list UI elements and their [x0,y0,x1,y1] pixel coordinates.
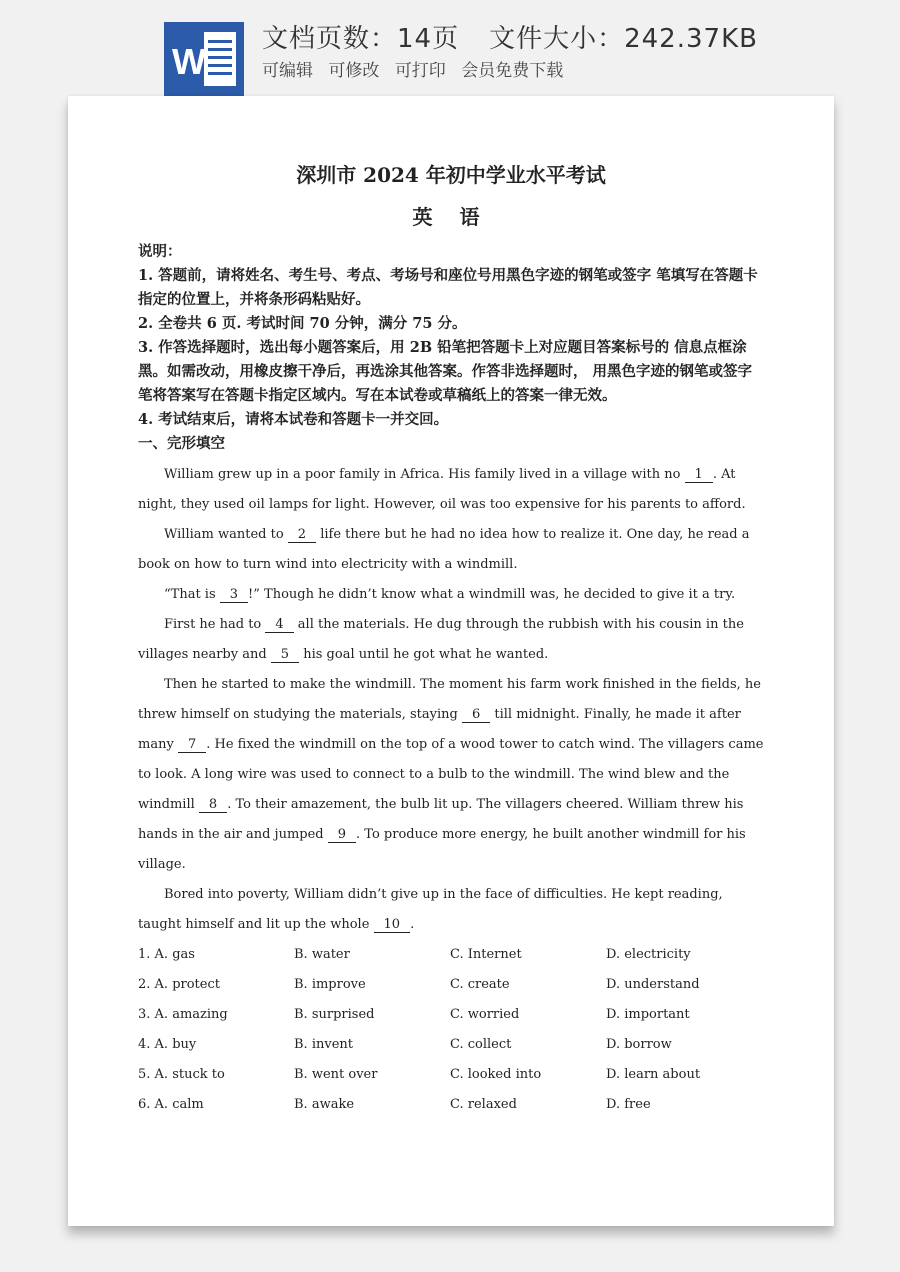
passage-text: life there but he had no idea how to realize it. One day, he read a book on how to turn wind into electricity with a windmill. [138,527,750,572]
passage-paragraph [138,580,764,610]
blank-2: 2 [288,527,316,543]
option-4-D: D. borrow [606,1037,672,1052]
option-1-C: C. Internet [450,947,522,962]
instruction-item: 4. 考试结束后，请将本试卷和答题卡一并交回。 [138,411,449,428]
feature-member-download: 会员免费下载 [461,61,564,81]
blank-3: 3 [220,587,248,603]
option-2-B: B. improve [294,977,366,992]
svg-text:W: W [172,41,206,82]
instruction-item: 3. 作答选择题时，选出每小题答案后，用 2B 铅笔把答题卡上对应题目答案标号的 信息点框涂黑。如需改动，用橡皮擦干净后，再选涂其他答案。作答非选择题时， 用黑色字迹的钢笔或签字笔将答案写在答题卡指定区域内。写在本试卷或草稿纸上的答案一律无效。 [138,339,753,404]
option-6-C: C. relaxed [450,1097,517,1112]
document-page [68,96,834,1226]
option-2-C: C. create [450,977,510,992]
question-options-3 [138,1000,764,1030]
question-options-6 [138,1090,764,1120]
passage-text: !” Though he didn’t know what a windmill was, he decided to give it a try. [248,587,736,602]
question-options-5 [138,1060,764,1090]
word-document-icon [164,22,244,96]
blank-1: 1 [685,467,713,483]
feature-modifiable: 可修改 [328,61,380,81]
passage-text: . To produce more energy, he built another windmill for his village. [138,827,746,872]
passage-text: all the materials. He dug through the rubbish with his cousin in the villages nearby and [138,617,744,662]
page-content [138,160,764,1120]
passage-text: William wanted to [164,527,288,542]
option-4-C: C. collect [450,1037,512,1052]
option-5-D: D. learn about [606,1067,701,1082]
option-3-B: B. surprised [294,1007,375,1022]
blank-10: 10 [374,917,411,933]
answer-options [138,940,764,1120]
option-2-D: D. understand [606,977,700,992]
passage-paragraph [138,520,764,580]
option-1-B: B. water [294,947,350,962]
question-options-4 [138,1030,764,1060]
question-options-2 [138,970,764,1000]
page-count-label: 文档页数：14页 [262,24,460,54]
instructions-heading: 说明： [138,243,182,260]
passage-text: Then he started to make the windmill. The moment his farm work finished in the fields, he threw himself on studying the materials, staying [138,677,761,722]
passage-text: “That is [164,587,220,602]
instructions [138,240,764,432]
option-3-A: 3. A. amazing [138,1007,228,1022]
exam-subject: 英 语 [412,205,490,229]
banner-stats [262,18,758,55]
blank-5: 5 [271,647,299,663]
passage-paragraph [138,610,764,670]
instruction-item: 2. 全卷共 6 页. 考试时间 70 分钟，满分 75 分。 [138,315,467,332]
option-3-C: C. worried [450,1007,520,1022]
passage-text: . He fixed the windmill on the top of a wood tower to catch wind. The villagers came to look. A long wire was used to connect to a bulb to the windmill. The wind blew and the windmill [138,737,764,812]
cloze-passage [138,460,764,940]
blank-8: 8 [199,797,227,813]
option-3-D: D. important [606,1007,690,1022]
blank-4: 4 [265,617,293,633]
blank-7: 7 [178,737,206,753]
option-6-B: B. awake [294,1097,355,1112]
file-size-label: 文件大小：242.37KB [489,24,758,54]
passage-text: . At night, they used oil lamps for light. However, oil was too expensive for his parents to afford. [138,467,746,512]
feature-printable: 可打印 [394,61,446,81]
exam-title: 深圳市 2024 年初中学业水平考试 [296,163,606,187]
option-6-A: 6. A. calm [138,1097,204,1112]
document-info-banner [0,0,900,96]
option-1-D: D. electricity [606,947,691,962]
banner-features [262,56,573,81]
option-5-B: B. went over [294,1067,378,1082]
feature-editable: 可编辑 [262,61,313,81]
passage-text: Bored into poverty, William didn’t give up in the face of difficulties. He kept reading, taught himself and lit up the whole [138,887,723,932]
option-4-B: B. invent [294,1037,353,1052]
option-2-A: 2. A. protect [138,977,220,992]
passage-text: . [410,917,415,932]
option-6-D: D. free [606,1097,651,1112]
passage-text: his goal until he got what he wanted. [299,647,549,662]
passage-text: William grew up in a poor family in Africa. His family lived in a village with no [164,467,685,482]
option-1-A: 1. A. gas [138,947,195,962]
passage-paragraph [138,460,764,520]
passage-text: . To their amazement, the bulb lit up. The villagers cheered. William threw his hands in the air and jumped [138,797,744,842]
option-5-A: 5. A. stuck to [138,1067,225,1082]
blank-6: 6 [462,707,490,723]
instruction-item: 1. 答题前，请将姓名、考生号、考点、考场号和座位号用黑色字迹的钢笔或签字 笔填写在答题卡指定的位置上，并将条形码粘贴好。 [138,267,758,308]
option-4-A: 4. A. buy [138,1037,197,1052]
passage-paragraph [138,670,764,880]
passage-paragraph [138,880,764,940]
option-5-C: C. looked into [450,1067,542,1082]
question-options-1 [138,940,764,970]
blank-9: 9 [328,827,356,843]
passage-text: First he had to [164,617,266,632]
section-title: 一、完形填空 [138,435,225,452]
passage-text: till midnight. Finally, he made it after many [138,707,741,752]
